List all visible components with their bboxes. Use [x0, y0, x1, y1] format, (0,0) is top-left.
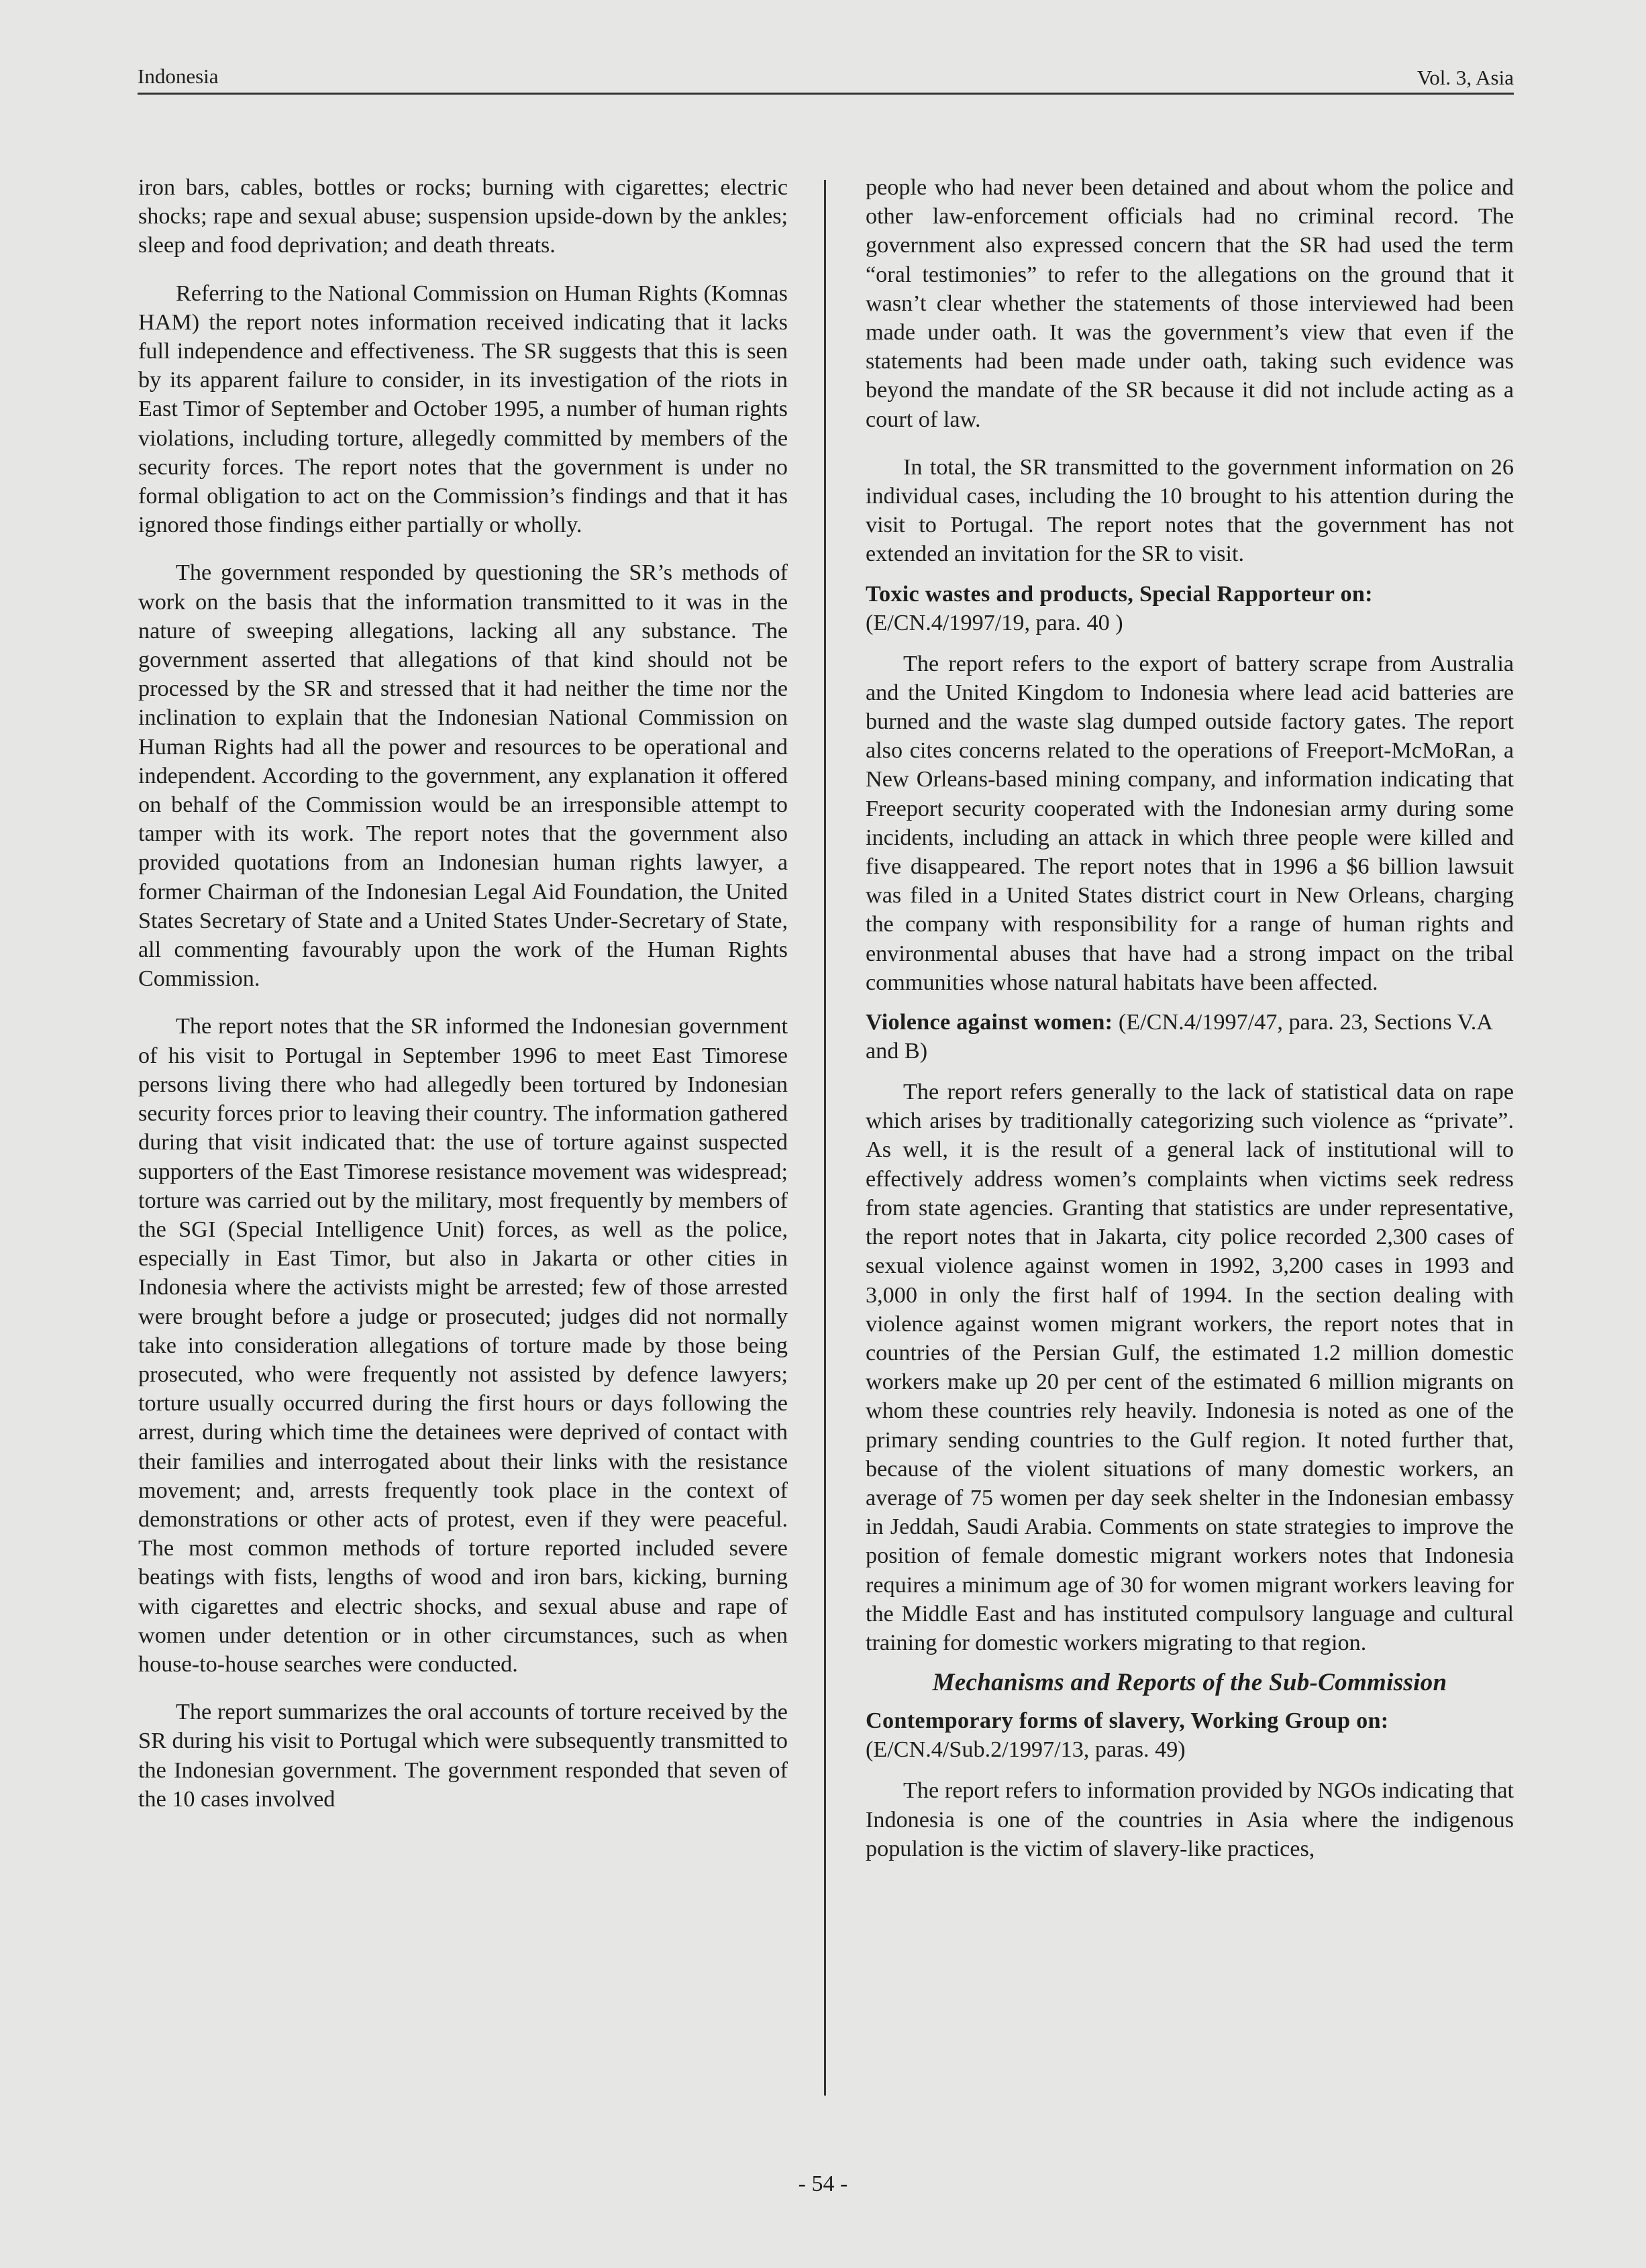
subheading-toxic-wastes [866, 580, 1514, 637]
paragraph: people who had never been detained and about whom the police and other law-enforcement officials had no criminal record. The government also expressed concern that the SR had used the term “oral testimonies” to refer to the allegations on the ground that it wasn’t clear whether the statements of those interviewed had been made under oath. It was the government’s view that even if the statements had been made under oath, taking such evidence was beyond the mandate of the SR because it did not include acting as a court of law. [866, 175, 1514, 432]
paragraph: The report refers generally to the lack of statistical data on rape which arises by traditionally categorizing such violence as “private”. As well, it is the result of a general lack of institutional will to effectively address women’s complaints when victims seek redress from state agencies. Granting that statistics are under representative, the report notes that in Jakarta, city police recorded 2,300 cases of sexual violence against women in 1992, 3,200 cases in 1993 and 3,000 in only the first half of 1994. In the section dealing with violence against women migrant workers, the report notes that in countries of the Persian Gulf, the estimated 1.2 million domestic workers make up 20 per cent of the estimated 6 million migrants on whom these countries rely heavily. Indonesia is noted as one of the primary sending countries to the Gulf region. It noted further that, because of the violent situations of many domestic workers, an average of 75 women per day seek shelter in the Indonesian embassy in Jeddah, Saudi Arabia. Comments on state strategies to improve the position of female domestic migrant workers notes that Indonesia requires a minimum age of 30 for women migrant workers leaving for the Middle East and has instituted compulsory language and cultural training for domestic workers migrating to that region. [866, 1080, 1514, 1655]
right-column [866, 173, 1514, 1882]
subheading-contemporary-slavery [866, 1706, 1514, 1764]
paragraph: The government responded by questioning the SR’s methods of work on the basis that the information transmitted to it was in the nature of sweeping allegations, lacking all any substance. The government asserted that allegations of that kind should not be processed by the SR and stressed that it had neither the time nor the inclination to explain that the Indonesian National Commission on Human Rights had all the power and resources to be operational and independent. According to the government, any explanation it offered on behalf of the Commission would be an irresponsible attempt to tamper with its work. The report notes that the government also provided quotations from an Indonesian human rights lawyer, a former Chairman of the Indonesian Legal Aid Foundation, the United States Secretary of State and a United States Under-Secretary of State, all commenting favourably upon the work of the Human Rights Commission. [138, 560, 788, 992]
subheading-title: Toxic wastes and products, Special Rapporteur on: [866, 581, 1373, 607]
column-divider [824, 180, 826, 2096]
paragraph: iron bars, cables, bottles or rocks; burning with cigarettes; electric shocks; rape and sexual abuse; suspension upside-down by the ankles; sleep and food deprivation; and death threats. [138, 175, 788, 258]
subheading-title: Violence against women: [866, 1010, 1113, 1035]
paragraph: Referring to the National Commission on Human Rights (Komnas HAM) the report notes information received indicating that it lacks full independence and effectiveness. The SR suggests that this is seen by its apparent failure to consider, in its investigation of the riots in East Timor of September and October 1995, a number of human rights violations, including torture, allegedly committed by members of the security forces. The report notes that the government is under no formal obligation to act on the Commission’s findings and that it has ignored those findings either partially or wholly. [138, 280, 788, 538]
section-title: Mechanisms and Reports of the Sub-Commission [932, 1669, 1447, 1697]
page-number: - 54 - [798, 2171, 848, 2196]
subheading-reference: (E/CN.4/1997/47, para. 23, Sections V.A and B) [866, 1010, 1492, 1064]
paragraph: The report refers to information provided by NGOs indicating that Indonesia is one of the countries in Asia where the indigenous population is the victim of slavery-like practices, [866, 1778, 1514, 1861]
left-column [138, 173, 788, 1833]
header-volume: Vol. 3, Asia [1417, 66, 1514, 89]
subheading-reference: (E/CN.4/Sub.2/1997/13, paras. 49) [866, 1737, 1186, 1763]
subheading-reference: (E/CN.4/1997/19, para. 40 ) [866, 610, 1123, 635]
paragraph: The report refers to the export of battery scrape from Australia and the United Kingdom to Indonesia where lead acid batteries are burned and the waste slag dumped outside factory gates. The report also cites concerns related to the operations of Freeport-McMoRan, a New Orleans-based mining company, and information indicating that Freeport security cooperated with the Indonesian army during some incidents, including an attack in which three people were killed and five disappeared. The report notes that in 1996 a $6 billion lawsuit was filed in a United States district court in New Orleans, charging the company with responsibility for a range of human rights and environmental abuses that have had a strong impact on the tribal communities whose natural habitats have been affected. [866, 651, 1514, 995]
header-country: Indonesia [138, 64, 219, 88]
subheading-title: Contemporary forms of slavery, Working Group on: [866, 1708, 1389, 1734]
paragraph: In total, the SR transmitted to the government information on 26 individual cases, including the 10 brought to his attention during the visit to Portugal. The report notes that the government has not extended an invitation for the SR to visit. [866, 454, 1514, 567]
paragraph: The report notes that the SR informed the Indonesian government of his visit to Portugal in September 1996 to meet East Timorese persons living there who had allegedly been tortured by Indonesian security forces prior to leaving their country. The information gathered during that visit indicated that: the use of torture against suspected supporters of the East Timorese resistance movement was widespread; torture was carried out by the military, most frequently by members of the SGI (Special Intelligence Unit) forces, as well as the police, especially in East Timor, but also in Jakarta or other cities in Indonesia where the activists might be arrested; few of those arrested were brought before a judge or prosecuted; judges did not normally take into consideration allegations of torture made by those being prosecuted, who were frequently not assisted by defence lawyers; torture usually occurred during the first hours or days following the arrest, during which time the detainees were deprived of contact with their families and interrogated about their links with the resistance movement; and, arrests frequently took place in the context of demonstrations or other acts of protest, even if they were peaceful. The most common methods of torture reported included severe beatings with fists, lengths of wood and iron bars, kicking, burning with cigarettes and electric shocks, and sexual abuse and rape of women under detention or in other circumstances, such as when house-to-house searches were conducted. [138, 1014, 788, 1677]
subheading-violence-against-women [866, 1008, 1514, 1066]
paragraph: The report summarizes the oral accounts of torture received by the SR during his visit to Portugal which were subsequently transmitted to the Indonesian government. The government responded that seven of the 10 cases involved [138, 1700, 788, 1812]
running-header [138, 60, 1514, 95]
